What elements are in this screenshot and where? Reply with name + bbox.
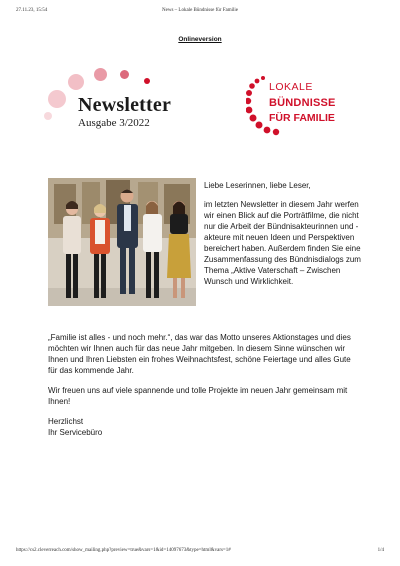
print-footer (16, 548, 384, 558)
newsletter-issue: Ausgabe 3/2022 (78, 117, 150, 129)
decorative-dot (44, 112, 52, 120)
decorative-dot (94, 68, 107, 81)
logo-line-3: FÜR FAMILIE (269, 112, 335, 124)
print-page-title: News – Lokale Bündnisse für Familie (162, 8, 238, 13)
decorative-dot (48, 90, 66, 108)
body-text (48, 332, 358, 438)
body-paragraph-2: Wir freuen uns auf viele spannende und tolle Projekte im neuen Jahr gemeinsam mit Ihnen! (48, 386, 348, 406)
logo-wordmark (269, 80, 336, 127)
print-url: https://cs2.cleverreach.com/show_mailing.php?preview=true&vars=1&id=14097673&type=html&vars=1# (16, 548, 231, 553)
online-version-link[interactable]: Onlineversion (178, 36, 222, 43)
intro-paragraph: im letzten Newsletter in diesem Jahr werfen wir einen Blick auf die Porträtfilme, die nicht nur die Arbeit der Bündnisakteurinnen und - akteure mit neuen Ideen und Perspektiven bereichert haben. Außerdem finden Sie eine Zusammenfassung des Bündnisdialogs zum Thema „Aktive Vaterschaft – Zwischen Wunsch und Wirklichkeit. (204, 200, 361, 286)
intro-text (204, 180, 364, 295)
lokale-buendnisse-logo[interactable] (246, 74, 356, 138)
newsletter-title: Newsletter (78, 94, 172, 116)
greeting: Liebe Leserinnen, liebe Leser, (204, 181, 311, 190)
print-header (16, 8, 384, 18)
logo-line-1: LOKALE (269, 81, 313, 93)
decorative-dot (144, 78, 150, 84)
print-timestamp: 27.11.23, 15:54 (16, 8, 48, 13)
decorative-dot (120, 70, 129, 79)
body-paragraph-1: „Familie ist alles - und noch mehr.“, das war das Motto unseres Aktionstages und dies möchten wir Ihnen auch für das neue Jahr mitgeben. In diesem Sinne wünschen wir Ihnen und Ihren Liebsten ein frohes Weihnachtsfest, schöne Feiertage und alles Gute für das kommende Jahr. (48, 333, 351, 375)
logo-line-2: BÜNDNISSE (269, 96, 336, 109)
signature: Ihr Servicebüro (48, 428, 103, 437)
decorative-dot (68, 74, 84, 90)
team-photo-illustration (48, 178, 196, 306)
print-page-number: 1/4 (377, 548, 384, 553)
closing: Herzlichst (48, 417, 84, 426)
team-photo (48, 178, 196, 306)
